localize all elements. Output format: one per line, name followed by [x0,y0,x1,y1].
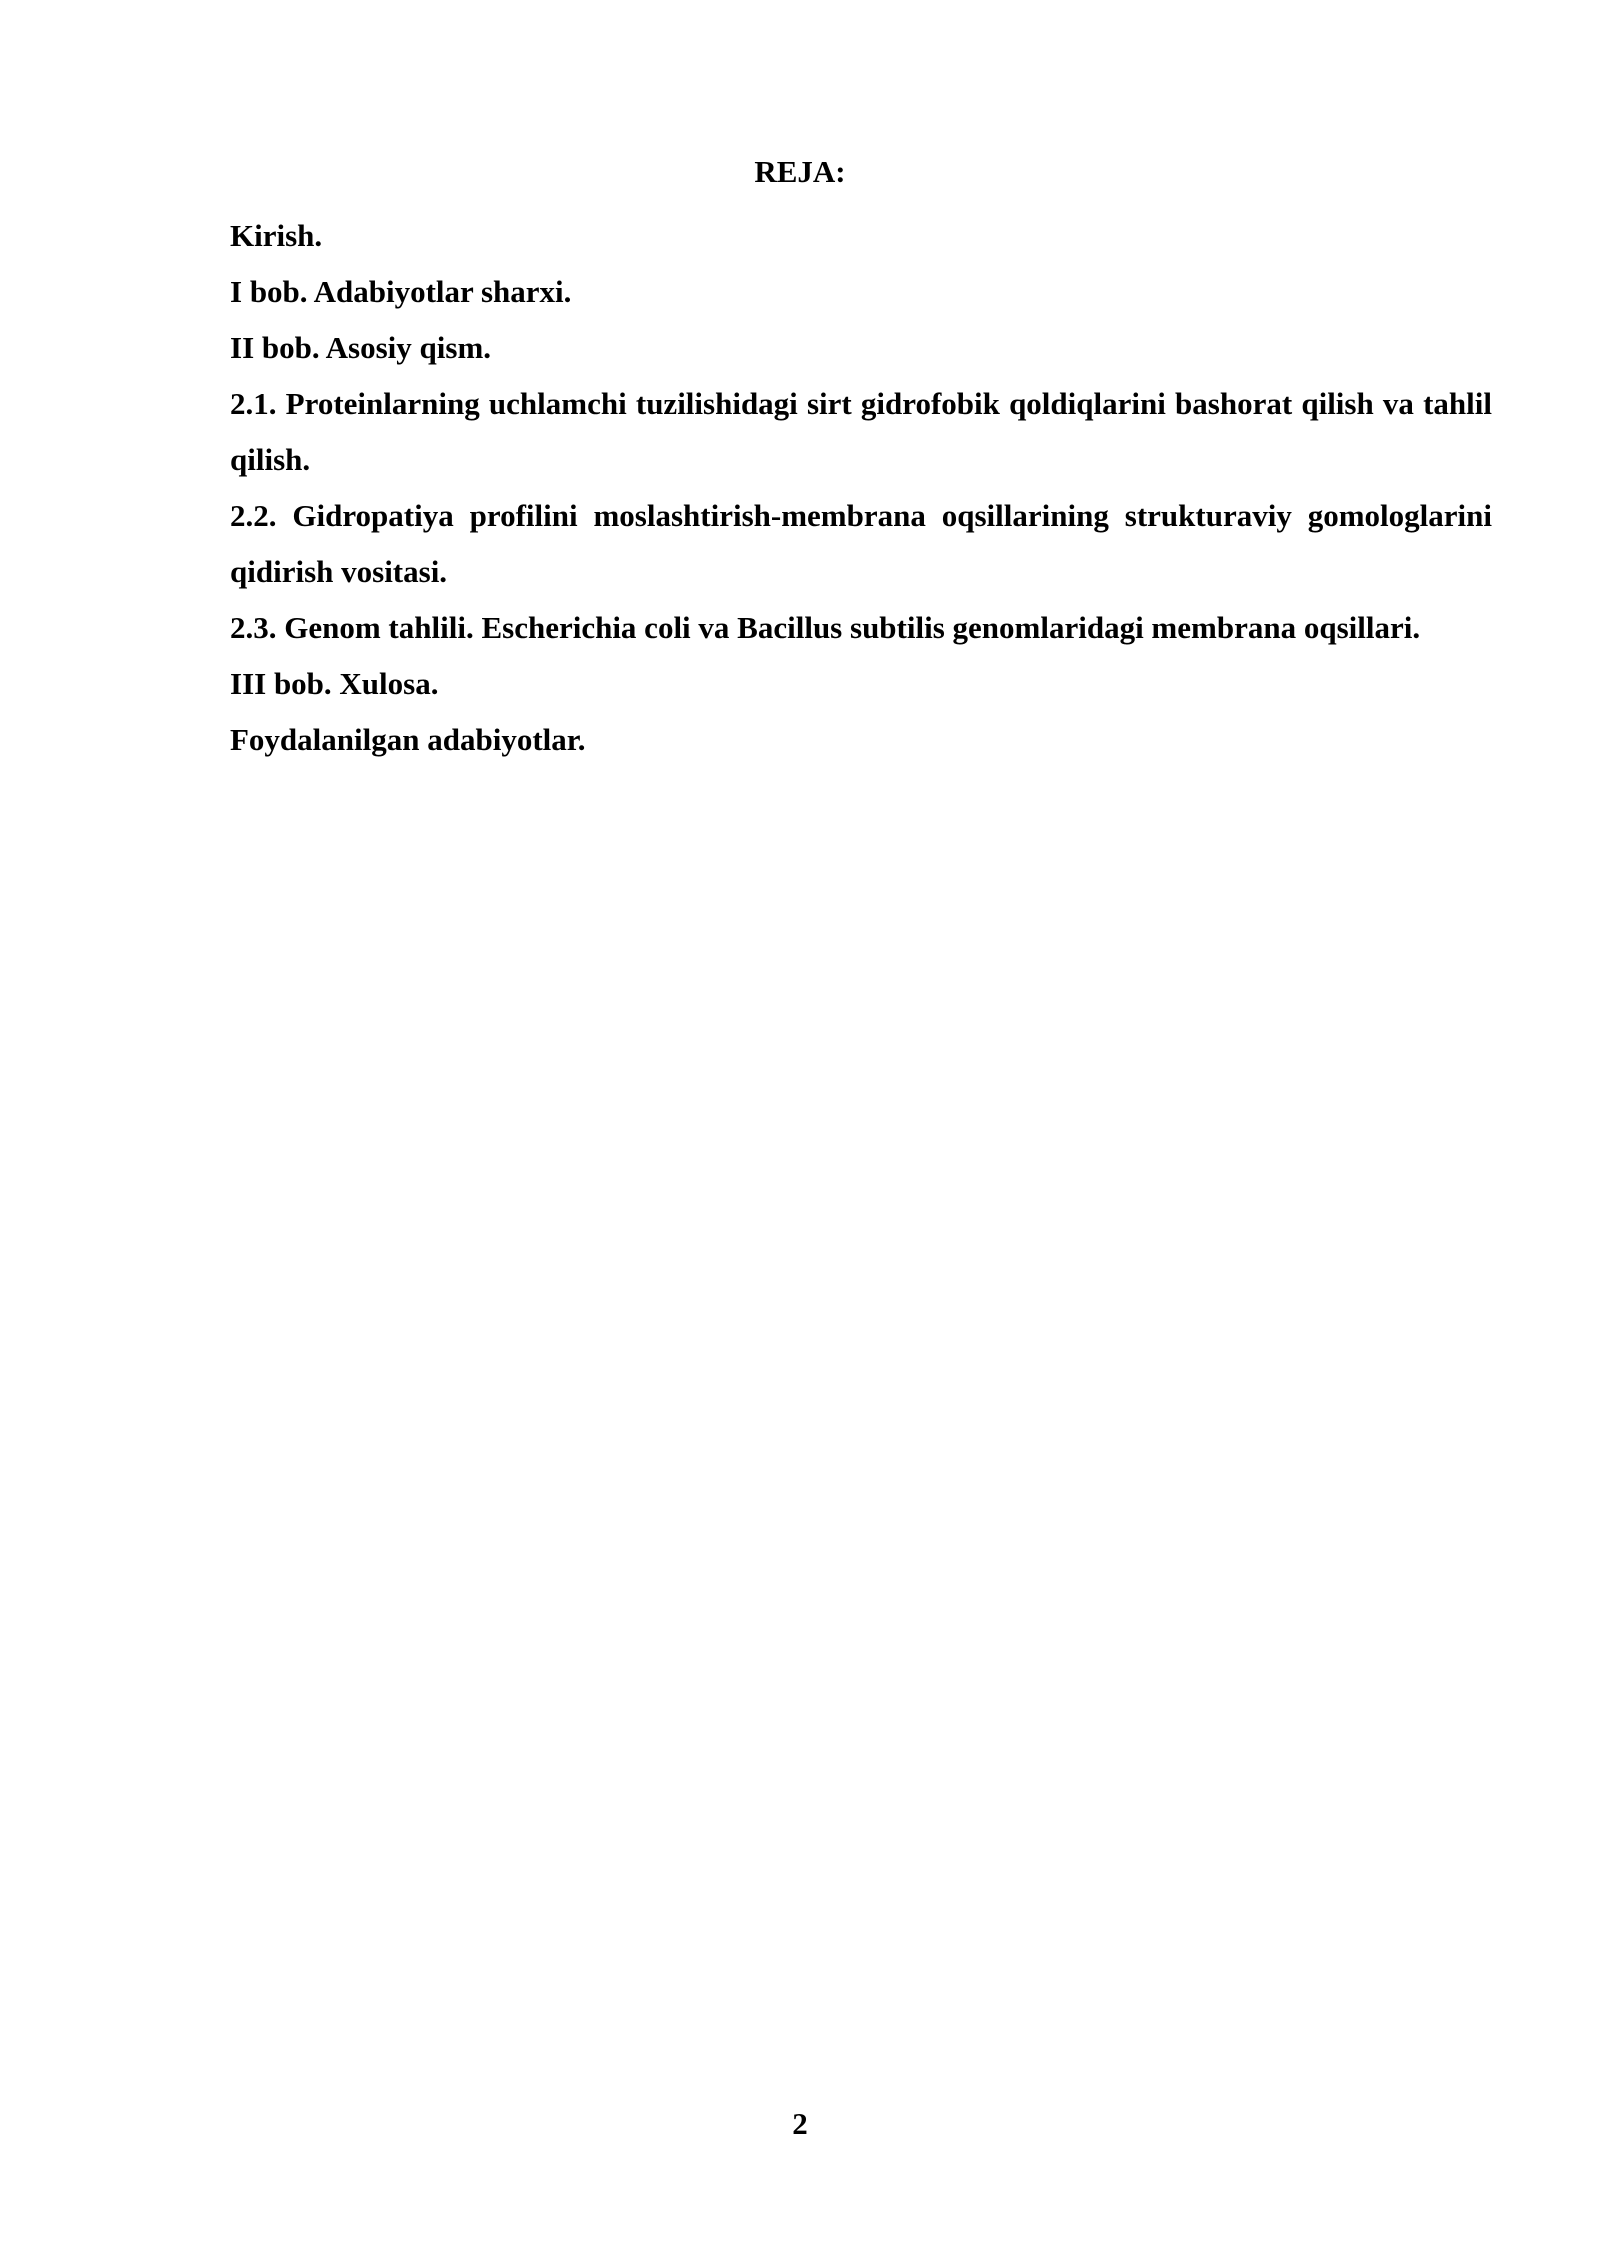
plan-item-chapter-1: I bob. Adabiyotlar sharxi. [230,274,572,309]
page-number: 2 [792,2106,808,2141]
plan-item-references: Foydalanilgan adabiyotlar. [230,722,586,757]
plan-title: REJA: [754,154,846,189]
plan-item-section-2-2: 2.2. Gidropatiya profilini moslashtirish-membrana oqsillarining strukturaviy gomologlarini qidirish vositasi. [230,498,1492,589]
plan-list [230,208,1492,768]
plan-item-section-2-1: 2.1. Proteinlarning uchlamchi tuzilishidagi sirt gidrofobik qoldiqlarini bashorat qilish va tahlil qilish. [230,386,1492,477]
plan-item-chapter-2: II bob. Asosiy qism. [230,330,492,365]
plan-item-introduction: Kirish. [230,218,323,253]
plan-item-section-2-3: 2.3. Genom tahlili. Escherichia coli va Bacillus subtilis genomlaridagi membrana oqsillari. [230,610,1421,645]
plan-item-chapter-3: III bob. Xulosa. [230,666,439,701]
